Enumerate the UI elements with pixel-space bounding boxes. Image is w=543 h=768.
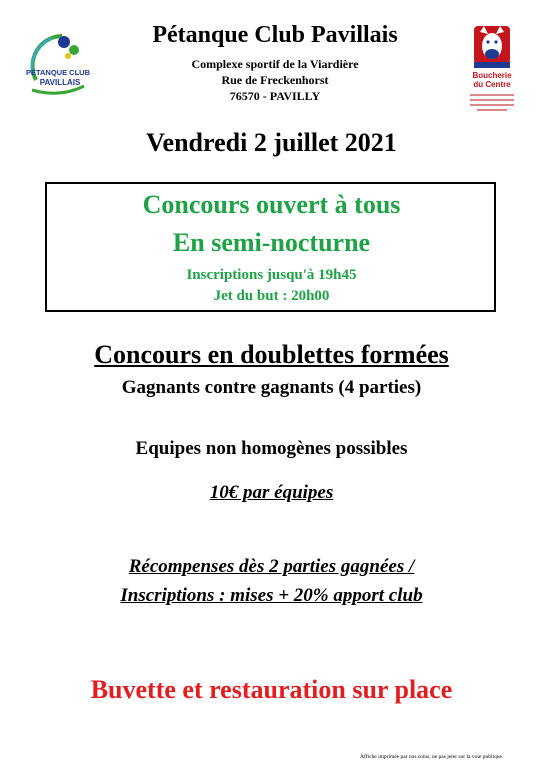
entry-price: 10€ par équipes: [209, 482, 334, 503]
start-time: Jet du but : 20h00: [213, 288, 330, 304]
club-logo: [22, 28, 94, 100]
open-box-subheadline: En semi-nocturne: [172, 228, 371, 257]
cow-icon: [462, 22, 522, 70]
event-date: Vendredi 2 juillet 2021: [146, 128, 397, 157]
footer-note: Affiche imprimée par nos soins, ne pas jeter sur la voie publique.: [360, 754, 504, 760]
registration-deadline: Inscriptions jusqu'à 19h45: [186, 267, 357, 283]
registration-fees-line: Inscriptions : mises + 20% apport club: [120, 585, 423, 606]
open-box-headline: Concours ouvert à tous: [142, 190, 401, 219]
teams-note: Equipes non homogènes possibles: [135, 438, 408, 459]
address-line: Complexe sportif de la Viardière: [191, 57, 359, 71]
refreshments-banner: Buvette et restauration sur place: [90, 675, 453, 704]
club-logo-line2: PAVILLAIS: [39, 78, 81, 87]
address-line: Rue de Freckenhorst: [221, 73, 329, 87]
sponsor-fine-print: [470, 94, 514, 96]
club-logo-line1: PÉTANQUE CLUB: [25, 68, 91, 77]
sponsor-fine-print: [470, 104, 514, 106]
club-title: Pétanque Club Pavillais: [152, 22, 398, 48]
sponsor-name-line2: du Centre: [473, 80, 511, 89]
sponsor-fine-print: [470, 99, 514, 101]
competition-title: Concours en doublettes formées: [94, 340, 449, 369]
sponsor-name-line1: Boucherie: [472, 71, 512, 80]
competition-subtitle: Gagnants contre gagnants (4 parties): [121, 377, 422, 398]
sponsor-fine-print: [477, 109, 507, 111]
address-line: 76570 - PAVILLY: [229, 89, 321, 103]
club-logo-graphic: [22, 28, 94, 100]
rewards-line: Récompenses dès 2 parties gagnées /: [128, 556, 415, 577]
sponsor-logo: [462, 22, 522, 120]
